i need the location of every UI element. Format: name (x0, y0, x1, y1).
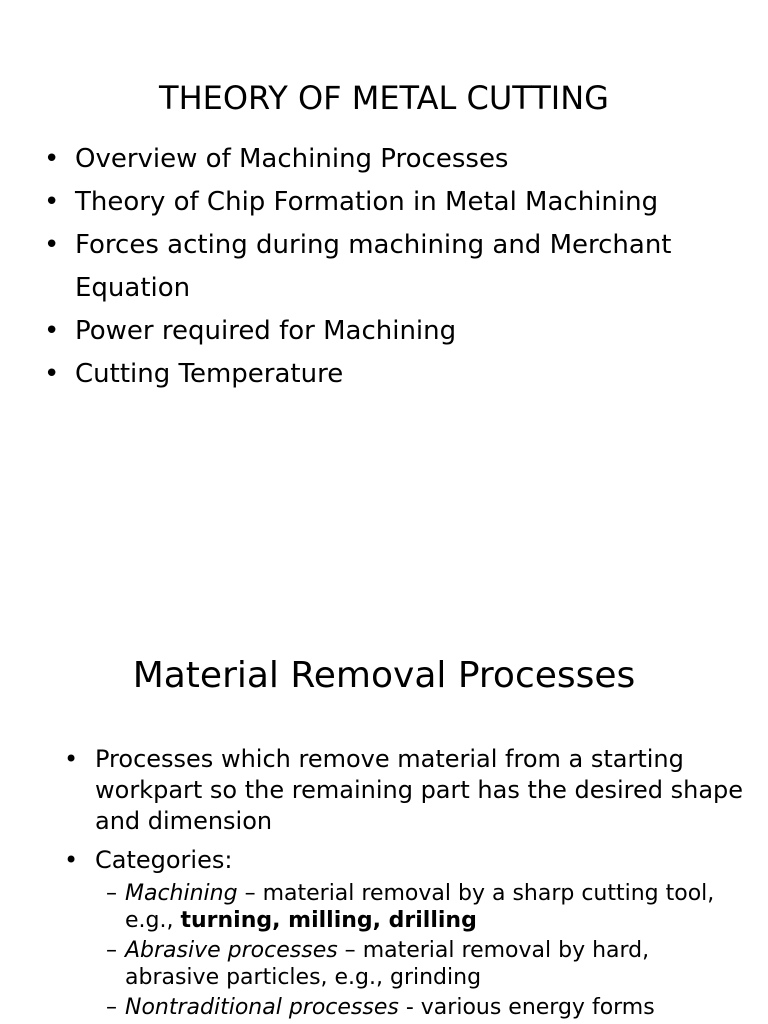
bullet-icon: • (64, 745, 79, 773)
dash-icon: – (106, 881, 117, 906)
list-item: • Cutting Temperature (44, 353, 744, 396)
dash-icon: – (106, 938, 117, 963)
bullet-icon: • (44, 359, 60, 389)
bullet-icon: • (44, 316, 60, 346)
dash-icon: – (106, 995, 117, 1020)
category-list (68, 880, 744, 1021)
slide-title: THEORY OF METAL CUTTING (159, 79, 609, 117)
category-item-abrasive: – Abrasive processes – material removal by hard, abrasive particles, e.g., grinding (106, 938, 650, 990)
slide-material-removal-processes (0, 512, 768, 1024)
list-item: • Processes which remove material from a starting workpart so the remaining part has the desired shape and dimension (64, 745, 744, 835)
bullet-icon: • (44, 144, 60, 174)
list-item: • Theory of Chip Formation in Metal Machining (44, 181, 744, 224)
list-item: • Categories: – Machining – material removal by a sharp cutting tool, e.g., turning, milling, drilling – Abrasive processes – material removal by hard, abrasive particles, e.g., grinding – Nontraditional processes - various energy forms (64, 845, 744, 1021)
bullet-list (64, 744, 744, 1024)
list-item: • Power required for Machining (44, 310, 744, 353)
slide-title: Material Removal Processes (132, 655, 636, 696)
list-item: • Overview of Machining Processes (44, 138, 744, 181)
bullet-icon: • (44, 230, 60, 260)
category-item-nontraditional: – Nontraditional processes - various energy forms (106, 995, 655, 1020)
bullet-icon: • (44, 187, 60, 217)
bullet-icon: • (64, 846, 79, 874)
category-item-machining: – Machining – material removal by a sharp cutting tool, e.g., turning, milling, drilling (106, 881, 715, 933)
bullet-list (44, 138, 744, 396)
list-item: • Forces acting during machining and Merchant Equation (44, 224, 744, 310)
